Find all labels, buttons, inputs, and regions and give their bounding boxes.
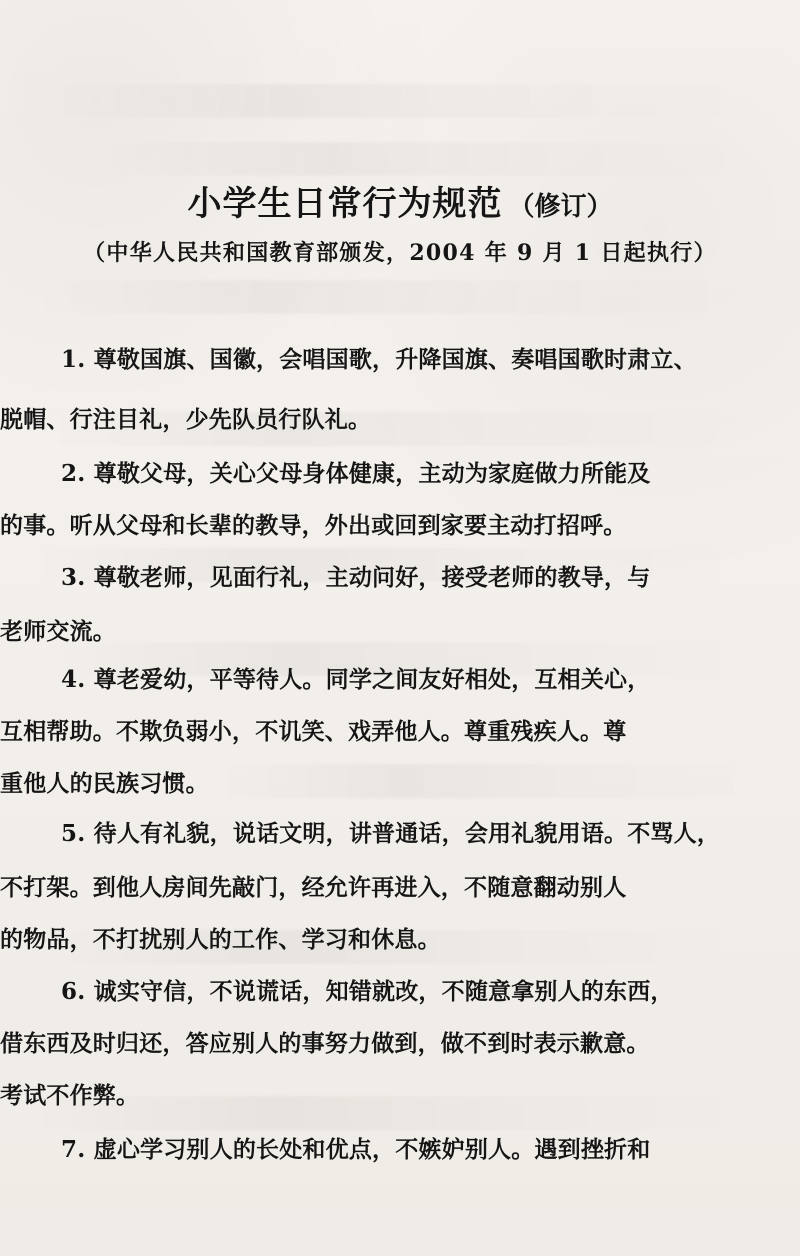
revision-note: （修订） bbox=[508, 192, 613, 222]
text-line: 老师交流。 bbox=[0, 618, 116, 645]
issuance-note: （中华人民共和国教育部颁发，2004 年 9 月 1 日起执行） bbox=[83, 240, 717, 266]
text-line: 的物品，不打扰别人的工作、学习和休息。 bbox=[0, 926, 441, 953]
text-line: 脱帽、行注目礼，少先队员行队礼。 bbox=[0, 406, 372, 433]
text-line: 重他人的民族习惯。 bbox=[0, 770, 209, 797]
text-line: 互相帮助。不欺负弱小，不讥笑、戏弄他人。尊重残疾人。尊 bbox=[0, 718, 627, 745]
text-line: 6. 诚实守信，不说谎话，知错就改，不随意拿别人的东西， bbox=[61, 978, 674, 1005]
text-line: 4. 尊老爱幼，平等待人。同学之间友好相处，互相关心， bbox=[61, 666, 651, 693]
text-line: 的事。听从父母和长辈的教导，外出或回到家要主动打招呼。 bbox=[0, 512, 627, 539]
text-line: 3. 尊敬老师，见面行礼，主动问好，接受老师的教导，与 bbox=[61, 564, 651, 591]
title-row bbox=[0, 176, 800, 226]
text-line: 借东西及时归还，答应别人的事努力做到，做不到时表示歉意。 bbox=[0, 1030, 650, 1057]
document-title: 小学生日常行为规范 bbox=[187, 184, 503, 224]
text-line: 考试不作弊。 bbox=[0, 1082, 140, 1109]
text-line: 1. 尊敬国旗、国徽，会唱国歌，升降国旗、奏唱国歌时肃立、 bbox=[61, 346, 697, 373]
text-line: 2. 尊敬父母，关心父母身体健康，主动为家庭做力所能及 bbox=[61, 460, 651, 487]
text-line: 7. 虚心学习别人的长处和优点，不嫉妒别人。遇到挫折和 bbox=[61, 1136, 651, 1163]
text-line: 不打架。到他人房间先敲门，经允许再进入，不随意翻动别人 bbox=[0, 874, 627, 901]
text-line: 5. 待人有礼貌，说话文明，讲普通话，会用礼貌用语。不骂人， bbox=[61, 820, 721, 847]
